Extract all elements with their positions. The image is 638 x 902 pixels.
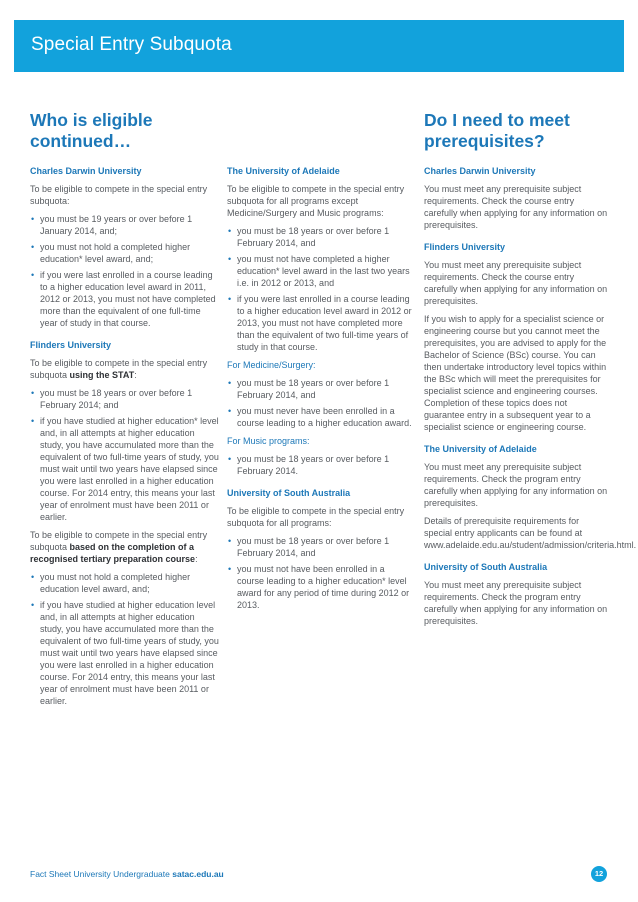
cdu-bullet-list [30,213,219,329]
heading-who-is-eligible [30,110,153,152]
flinders-intro2-end: : [195,554,198,564]
flinders-title: Flinders University [30,340,112,350]
list-item: • you must be 19 years or over before 1 January 2014, and; [30,213,219,237]
heading-who-line1: Who is eligible [30,110,153,130]
page-number-badge: 12 [591,866,607,882]
heading-prereq-line2: prerequisites? [424,131,545,151]
cdu-title: Charles Darwin University [30,166,142,176]
prereq-adelaide-body-2: Details of prerequisite requirements for special entry applicants can be found at www.adelaide.edu.au/student/admission/criteria.html. [424,516,637,550]
list-item: • if you have studied at higher education* level and, in all attempts at higher education study, you have accumulated more than the equivalent of two full-time years of study, you must wait until two years have elapsed since you were last enrolled in a higher education course. For 2014 entry, this means your last year of enrolment must have been 2011 or earlier. [30,415,219,523]
flinders-intro-emphasis: using the STAT [69,370,135,380]
unisa-bullet-list [227,535,414,611]
prereq-adelaide-body-1: You must meet any prerequisite subject requirements. Check the program entry carefully when applying for any information on prerequisites. [424,462,608,508]
flinders-intro2-text: To be eligible to compete in the special entry subquota [30,530,208,552]
medicine-bullet-list [227,377,414,429]
footer-subtitle: University Undergraduate [73,869,170,879]
prereq-flinders-body-1: You must meet any prerequisite subject requirements. Check the course entry carefully when applying for any information on prerequisites. [424,260,608,306]
list-item: • you must be 18 years or over before 1 February 2014, and [227,535,414,559]
cdu-intro: To be eligible to compete in the special entry subquota: [30,184,208,206]
adelaide-title: The University of Adelaide [227,166,340,176]
adelaide-bullet-list [227,225,414,353]
banner-title: Special Entry Subquota [31,34,232,55]
prereq-flinders-body-2: If you wish to apply for a specialist science or engineering course but you cannot meet the prerequisites, you are advised to apply for the Bachelor of Science (BSc) course. You can then undertake introductory level topics within the BSc which will meet the prerequisites for specialist science and engineering courses. Completion of these topics does not guarantee entry in a subsequent year to a specialist science or engineering course. [424,314,607,432]
heading-prereq-line1: Do I need to meet [424,110,570,130]
footer-fact-sheet: Fact Sheet [30,869,72,879]
unisa-title: University of South Australia [227,488,351,498]
heading-prerequisites [424,110,570,152]
list-item: • you must be 18 years or over before 1 February 2014, and [227,377,414,401]
list-item: • you must be 18 years or over before 1 February 2014. [227,453,414,477]
column-1 [30,165,219,713]
unisa-intro: To be eligible to compete in the special entry subquota for all programs: [227,506,405,528]
prereq-unisa-body: You must meet any prerequisite subject requirements. Check the program entry carefully when applying for any information on prerequisites. [424,580,608,626]
adelaide-intro: To be eligible to compete in the special entry subquota for all programs except Medicine/Surgery and Music programs: [227,184,405,218]
heading-who-line2: continued… [30,131,132,151]
list-item: • you must be 18 years or over before 1 February 2014; and [30,387,219,411]
footer-website: satac.edu.au [172,869,224,879]
footer [30,869,224,879]
column-3 [424,165,637,633]
list-item: • you must not have completed a higher education* level award in the last two years i.e. in 2012 or 2013, and [227,253,414,289]
header-banner [14,20,624,72]
list-item: • if you were last enrolled in a course leading to a higher education level award in 2011, 2012 or 2013, you must not have completed more than the equivalent of one full-time year of study in that course. [30,269,219,329]
flinders-bullet-list [30,387,219,523]
prereq-cdu-body: You must meet any prerequisite subject requirements. Check the course entry carefully when applying for any information on prerequisites. [424,184,608,230]
prereq-cdu-title: Charles Darwin University [424,166,536,176]
prereq-unisa-title: University of South Australia [424,562,548,572]
list-item: • you must not hold a completed higher education level award, and; [30,571,219,595]
flinders-bullet-list-2 [30,571,219,707]
list-item: • you must not hold a completed higher education* level award, and; [30,241,219,265]
list-item: • if you were last enrolled in a course leading to a higher education level award in 2012 or 2013, you must not have completed more than the equivalent of two full-time years of study in that course. [227,293,414,353]
medicine-label: For Medicine/Surgery: [227,360,316,370]
column-2 [227,165,414,617]
prereq-adelaide-title: The University of Adelaide [424,444,537,454]
list-item: • you must never have been enrolled in a course leading to a higher education award. [227,405,414,429]
flinders-intro-2 [30,529,219,565]
prereq-flinders-title: Flinders University [424,242,506,252]
list-item: • you must not have been enrolled in a course leading to a higher education* level award for any period of time during 2012 or 2013. [227,563,414,611]
flinders-intro-text: To be eligible to compete in the special entry subquota [30,358,208,380]
list-item: • if you have studied at higher education level and, in all attempts at higher education study, you have accumulated more than the equivalent of two full-time years of study, you must wait until two years have elapsed since you were last enrolled in a higher education course. For 2014 entry, this means your last year of enrolment must have been 2011 or earlier. [30,599,219,707]
flinders-intro2-emphasis: based on the completion of a recognised tertiary preparation course [30,542,196,564]
music-bullet-list [227,453,414,477]
list-item: • you must be 18 years or over before 1 February 2014, and [227,225,414,249]
flinders-intro [30,357,219,381]
music-label: For Music programs: [227,436,310,446]
flinders-intro-end: : [134,370,137,380]
